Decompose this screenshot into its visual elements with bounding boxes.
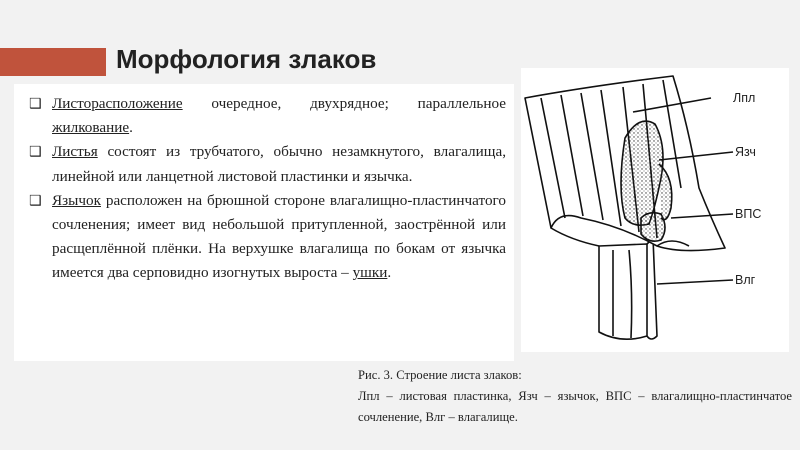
bullet-list: [14, 92, 514, 286]
bullet-item-leaf-arrangement: [14, 92, 514, 140]
term-auricles: ушки: [352, 264, 388, 282]
caption-title: Рис. 3. Строение листа злаков:: [358, 368, 522, 382]
sheath-shape: [599, 244, 647, 339]
text-panel: [14, 84, 514, 361]
caption-body: Лпл – листовая пластинка, Язч – язычок, ВПС – влагалищно-пластинчатое сочленение, Влг – влагалище.: [358, 389, 792, 424]
bullet-text: состоят из трубчатого, обычно незамкнутого, влагалища, линейной или ланцетной листовой пластинки и язычка.: [52, 143, 506, 185]
leaf-structure-figure: [521, 68, 789, 352]
label-yazch: Язч: [735, 145, 756, 159]
square-bullet-icon: ❑: [29, 144, 42, 161]
term-venation: жилкование: [52, 119, 130, 137]
leader-line-vlg: [657, 280, 733, 284]
leaf-diagram: [521, 68, 789, 352]
bullet-item-leaves: [14, 140, 514, 188]
bullet-text: очередное, двухрядное; параллельное: [182, 95, 506, 112]
bullet-text: .: [387, 264, 392, 282]
bullet-text: расположен на брюшной стороне влагалищно-пластинчатого сочленения; имеет вид небольшой притупленной, заострённой или расщеплённой плёнки. На верхушке влагалища по бокам от язычка имеется два серповидно изогнутых выроста –: [52, 191, 506, 282]
label-vlg: Влг: [735, 273, 756, 287]
term-ligule: Язычок: [52, 191, 101, 209]
bullet-item-ligule: [14, 189, 514, 286]
term-leaf-arrangement: Листорасположение: [52, 95, 183, 112]
label-vps: ВПС: [735, 207, 762, 221]
slide-title: Морфология злаков: [116, 44, 377, 74]
label-lpl: Лпл: [733, 91, 756, 105]
square-bullet-icon: ❑: [29, 192, 42, 209]
figure-caption: [358, 365, 792, 428]
term-leaves: Листья: [52, 143, 98, 161]
bullet-text: .: [129, 119, 133, 137]
title-accent-bar: [0, 48, 106, 76]
square-bullet-icon: ❑: [29, 96, 42, 112]
